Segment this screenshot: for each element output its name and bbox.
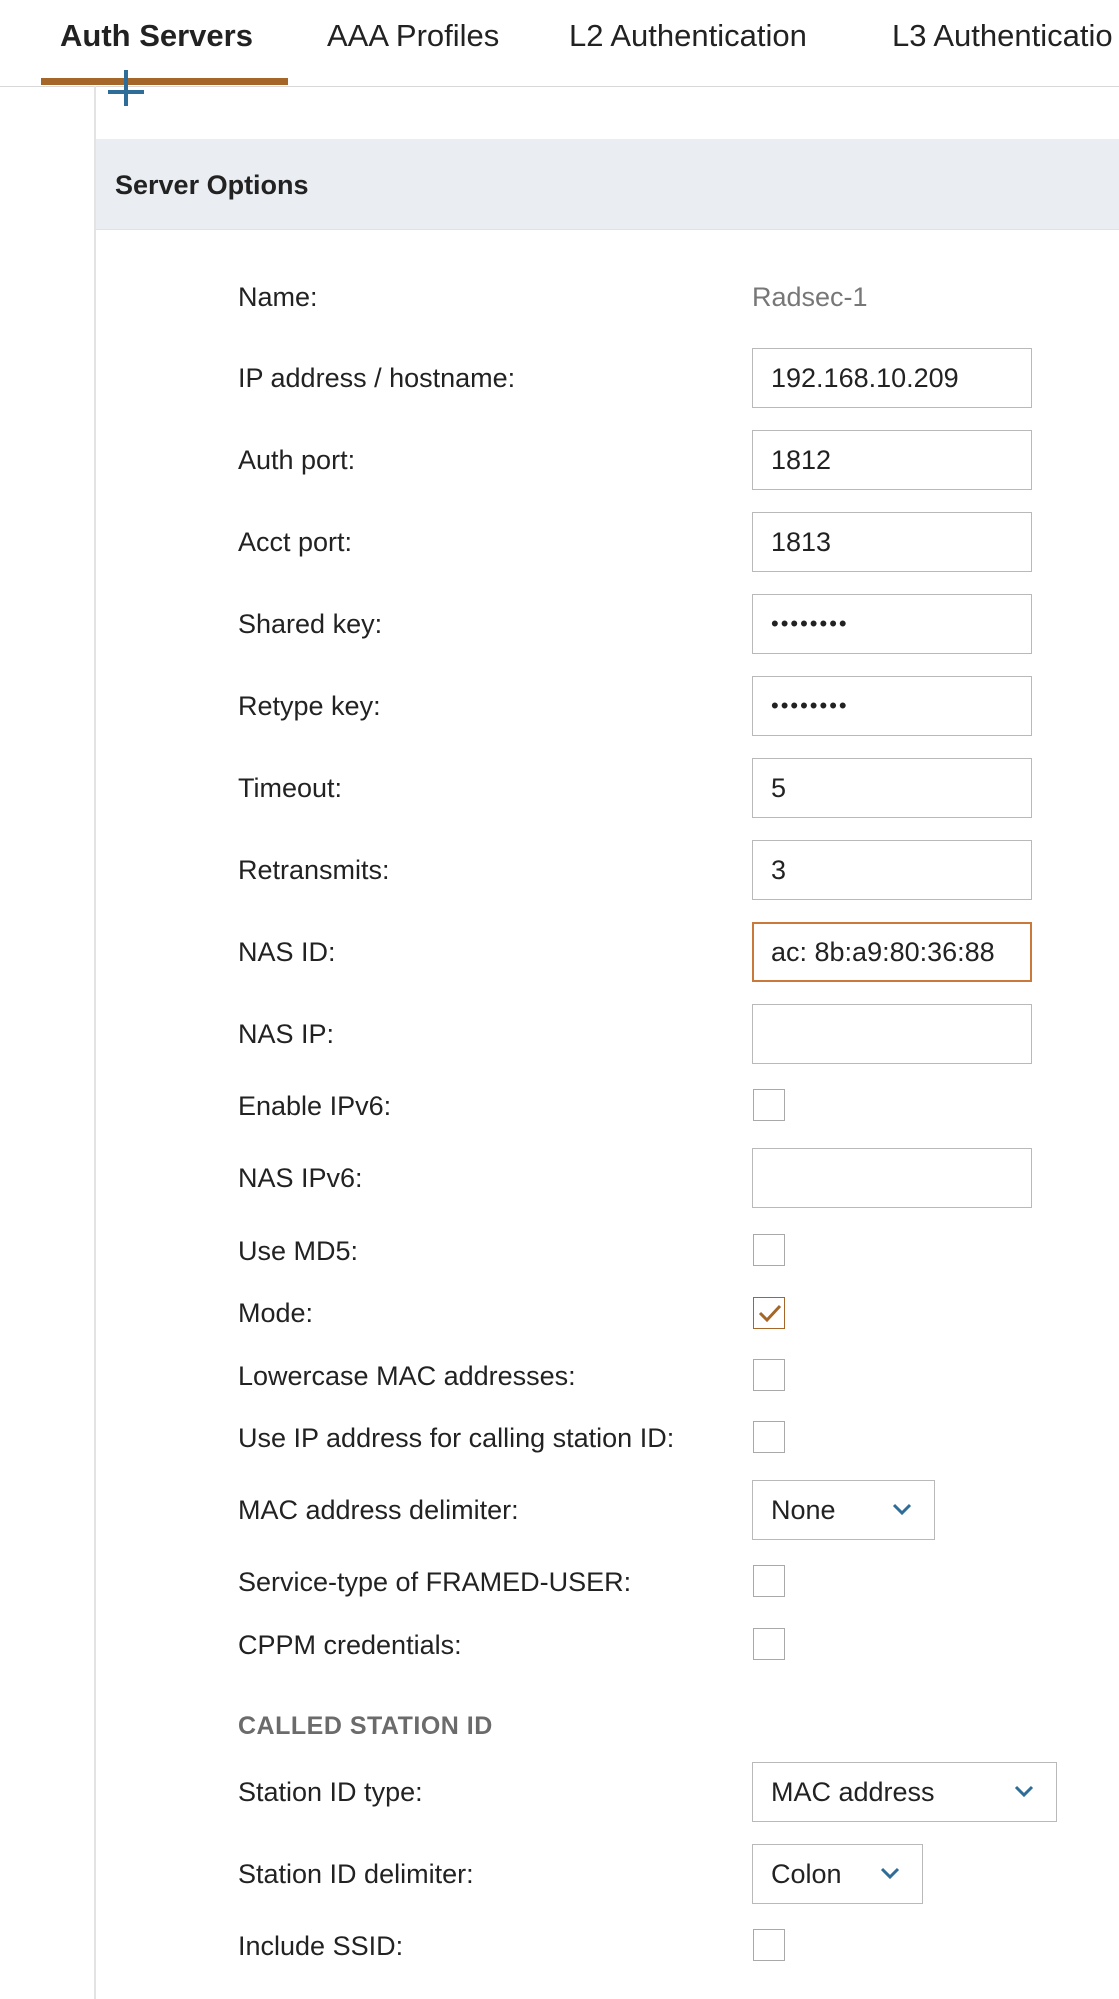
tab-l2-authentication[interactable]: L2 Authentication — [569, 18, 807, 53]
cppm-credentials-label: CPPM credentials: — [238, 1630, 462, 1660]
station-id-delimiter-select[interactable] — [752, 1844, 923, 1904]
nas-ip-input[interactable] — [752, 1004, 1032, 1064]
chevron-down-icon — [891, 1501, 913, 1517]
tab-l3-authentication[interactable]: L3 Authenticatio — [892, 18, 1113, 53]
called-station-heading: CALLED STATION ID — [238, 1712, 493, 1740]
mode-checkbox[interactable] — [753, 1297, 785, 1329]
name-label: Name: — [238, 282, 318, 312]
station-id-delimiter-label: Station ID delimiter: — [238, 1859, 474, 1889]
timeout-label: Timeout: — [238, 773, 343, 803]
service-type-checkbox[interactable] — [753, 1565, 785, 1597]
cppm-credentials-checkbox[interactable] — [753, 1628, 785, 1660]
chevron-down-icon — [879, 1865, 901, 1881]
nas-ipv6-input[interactable] — [752, 1148, 1032, 1208]
include-ssid-checkbox[interactable] — [753, 1929, 785, 1961]
nas-ipv6-label: NAS IPv6: — [238, 1163, 363, 1193]
timeout-input[interactable]: 5 — [752, 758, 1032, 818]
ip-host-label: IP address / hostname: — [238, 363, 516, 393]
tab-aaa-profiles[interactable]: AAA Profiles — [327, 18, 500, 53]
retype-key-label: Retype key: — [238, 691, 381, 721]
include-ssid-label: Include SSID: — [238, 1931, 404, 1961]
mac-delimiter-label: MAC address delimiter: — [238, 1495, 519, 1525]
retransmits-label: Retransmits: — [238, 855, 390, 885]
use-md5-checkbox[interactable] — [753, 1234, 785, 1266]
use-ip-calling-checkbox[interactable] — [753, 1421, 785, 1453]
auth-port-input[interactable]: 1812 — [752, 430, 1032, 490]
checkmark-icon — [757, 1302, 783, 1324]
nas-ip-label: NAS IP: — [238, 1019, 335, 1049]
nas-id-label: NAS ID: — [238, 937, 336, 967]
service-type-label: Service-type of FRAMED-USER: — [238, 1567, 632, 1597]
name-value: Radsec-1 — [752, 282, 868, 312]
enable-ipv6-label: Enable IPv6: — [238, 1091, 392, 1121]
station-id-type-label: Station ID type: — [238, 1777, 423, 1807]
retransmits-input[interactable]: 3 — [752, 840, 1032, 900]
lowercase-mac-label: Lowercase MAC addresses: — [238, 1361, 576, 1391]
station-id-delimiter-value: Colon — [771, 1859, 842, 1889]
mode-label: Mode: — [238, 1298, 314, 1328]
station-id-type-value: MAC address — [771, 1777, 935, 1807]
auth-port-label: Auth port: — [238, 445, 356, 475]
shared-key-label: Shared key: — [238, 609, 383, 639]
mac-delimiter-select[interactable] — [752, 1480, 935, 1540]
tab-bar — [0, 0, 1119, 87]
nas-id-input[interactable]: ac: 8b:a9:80:36:88 — [752, 922, 1032, 982]
use-md5-label: Use MD5: — [238, 1236, 359, 1266]
shared-key-input[interactable]: •••••••• — [752, 594, 1032, 654]
acct-port-label: Acct port: — [238, 527, 353, 557]
add-server-plus-icon[interactable] — [108, 70, 144, 106]
ip-host-input[interactable]: 192.168.10.209 — [752, 348, 1032, 408]
enable-ipv6-checkbox[interactable] — [753, 1089, 785, 1121]
use-ip-calling-label: Use IP address for calling station ID: — [238, 1423, 675, 1453]
station-id-type-select[interactable] — [752, 1762, 1057, 1822]
retype-key-input[interactable]: •••••••• — [752, 676, 1032, 736]
left-rail-divider — [94, 86, 96, 1999]
section-title: Server Options — [115, 170, 309, 200]
lowercase-mac-checkbox[interactable] — [753, 1359, 785, 1391]
chevron-down-icon — [1013, 1783, 1035, 1799]
tab-auth-servers[interactable]: Auth Servers — [60, 18, 253, 53]
active-tab-indicator — [41, 78, 288, 85]
mac-delimiter-value: None — [771, 1495, 836, 1525]
acct-port-input[interactable]: 1813 — [752, 512, 1032, 572]
